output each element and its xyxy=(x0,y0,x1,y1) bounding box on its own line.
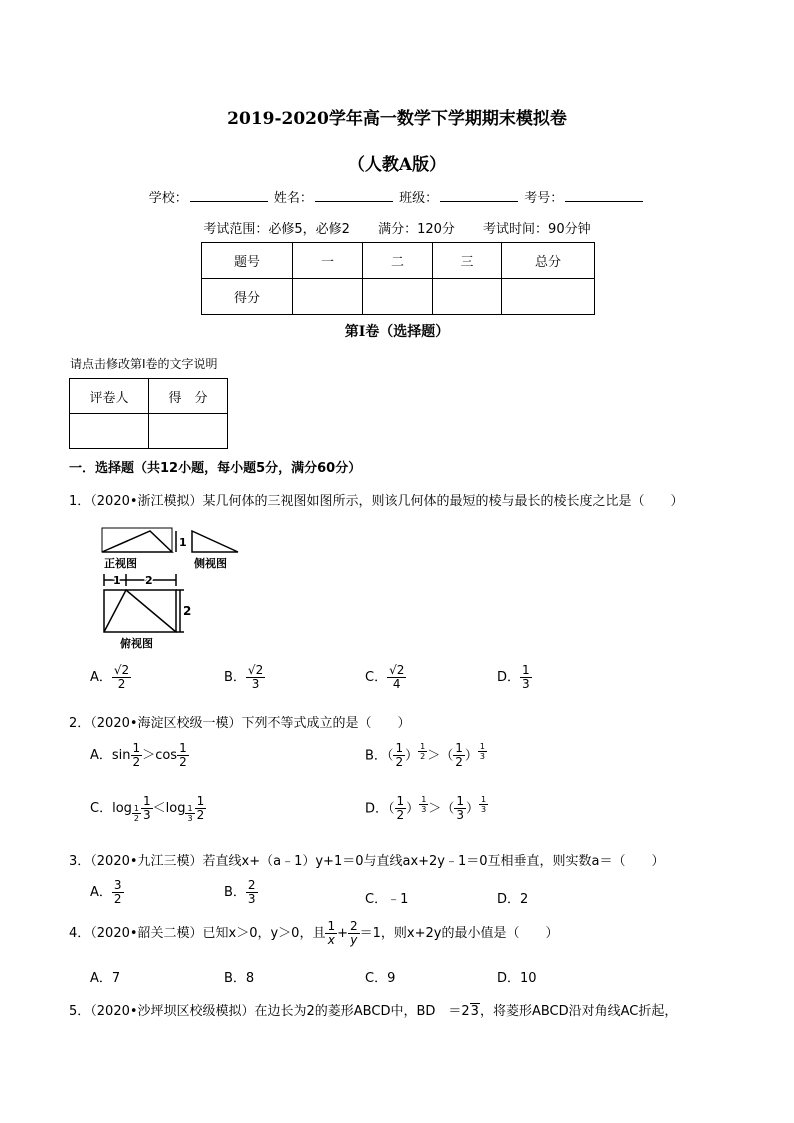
q1-option-b[interactable]: B． $\frac{√2}{3}$ xyxy=(224,663,264,691)
sqrt-radicand: 3 xyxy=(470,1004,479,1019)
side-view-label: 侧视图 xyxy=(194,557,227,570)
question-1-stem: 1．（2020•浙江模拟）某几何体的三视图如图所示，则该几何体的最短的棱与最长的棱长度之比是（ ） xyxy=(69,494,684,509)
q4-option-c[interactable]: C．9 xyxy=(365,971,396,986)
score-row-label: 得分 xyxy=(202,279,293,315)
part-heading: 一．选择题（共12小题，每小题5分，满分60分） xyxy=(69,461,362,476)
q3-option-a[interactable]: A． $\frac{3}{2}$ xyxy=(90,878,122,906)
number-label: 考号： xyxy=(524,191,564,206)
top-height-label: 2 xyxy=(183,604,192,618)
three-view-figure xyxy=(100,526,250,651)
exam-full-score: 满分：120分 xyxy=(378,222,455,237)
section-title: 第Ⅰ卷（选择题） xyxy=(344,324,450,340)
top-width-2-label: 2 xyxy=(145,574,153,587)
question-2-stem: 2．（2020•海淀区校级一模）下列不等式成立的是（ ） xyxy=(69,716,411,731)
q2-option-c[interactable]: C．log $_{\frac{1}{2}}$ $\frac{1}{3}$ ＜log $_{\frac{1}{3}}$ $\frac{1}{2}$ xyxy=(90,794,205,823)
q2-option-a[interactable]: A．sin $\frac{1}{2}$ ＞cos $\frac{1}{2}$ xyxy=(90,741,187,769)
q1-option-c[interactable]: C． $\frac{√2}{4}$ xyxy=(365,663,405,691)
top-width-1-label: 1 xyxy=(113,574,121,587)
q4-option-b[interactable]: B．8 xyxy=(224,971,255,986)
student-info-line xyxy=(0,187,794,206)
exam-scope-line xyxy=(0,218,794,237)
top-view xyxy=(104,590,176,632)
question-3-stem: 3．（2020•九江三模）若直线x+（a﹣1）y+1＝0与直线ax+2y﹣1＝0互相垂直，则实数a＝（ ） xyxy=(69,854,665,869)
score-header-cell: 三 xyxy=(433,243,502,279)
score-cell[interactable] xyxy=(502,279,595,315)
grade-cell[interactable] xyxy=(149,414,228,449)
grader-table xyxy=(69,378,228,449)
school-blank[interactable] xyxy=(190,189,268,202)
score-header-cell: 一 xyxy=(293,243,363,279)
score-header-cell: 二 xyxy=(363,243,433,279)
class-label: 班级： xyxy=(399,191,439,206)
doc-title: 2019-2020学年高一数学下学期期末模拟卷 xyxy=(227,109,567,129)
class-blank[interactable] xyxy=(440,189,518,202)
score-header-cell: 总分 xyxy=(502,243,595,279)
exam-time: 考试时间：90分钟 xyxy=(483,222,591,237)
q2-option-d[interactable]: D．（ $\frac{1}{2}$ ） $^{\frac{1}{3}}$ ＞（ $\frac{1}{3}$ ） $^{\frac{1}{3}}$ xyxy=(365,794,487,823)
q3-option-b[interactable]: B． $\frac{2}{3}$ xyxy=(224,878,256,906)
q2-option-b[interactable]: B．（ $\frac{1}{2}$ ） $^{\frac{1}{2}}$ ＞（ $\frac{1}{2}$ ） $^{\frac{1}{3}}$ xyxy=(365,741,485,770)
score-cell[interactable] xyxy=(293,279,363,315)
front-view-label: 正视图 xyxy=(104,557,137,570)
section-note: 请点击修改第I卷的文字说明 xyxy=(70,357,218,371)
q3-option-c[interactable]: C．﹣1 xyxy=(365,892,409,907)
exam-range: 考试范围：必修5，必修2 xyxy=(203,222,350,237)
grader-cell[interactable] xyxy=(70,414,149,449)
grade-header: 得 分 xyxy=(149,379,228,414)
top-view-label: 俯视图 xyxy=(120,637,153,650)
school-label: 学校： xyxy=(148,191,188,206)
doc-subtitle: （人教A版） xyxy=(347,155,447,175)
score-table xyxy=(201,242,595,315)
q1-option-d[interactable]: D． $\frac{1}{3}$ xyxy=(497,663,530,691)
q4-option-d[interactable]: D．10 xyxy=(497,971,537,986)
front-view xyxy=(102,528,172,552)
question-5-stem: 5．（2020•沙坪坝区校级模拟）在边长为2的菱形ABCD中，BD ＝23，将菱形ABCD沿对角线AC折起， xyxy=(69,1004,678,1019)
score-header-cell: 题号 xyxy=(202,243,293,279)
side-view xyxy=(192,531,238,552)
score-cell[interactable] xyxy=(363,279,433,315)
name-label: 姓名： xyxy=(273,191,313,206)
name-blank[interactable] xyxy=(315,189,393,202)
score-cell[interactable] xyxy=(433,279,502,315)
q4-option-a[interactable]: A．7 xyxy=(90,971,121,986)
question-4-stem: 4．（2020•韶关二模）已知x＞0，y＞0，且 $\frac{1}{x}$ + $\frac{2}{y}$ ＝1，则x+2y的最小值是（ ） xyxy=(69,919,559,947)
q3-option-d[interactable]: D．2 xyxy=(497,892,529,907)
number-blank[interactable] xyxy=(565,189,643,202)
front-height-label: 1 xyxy=(179,536,187,549)
q1-option-a[interactable]: A． $\frac{√2}{2}$ xyxy=(90,663,130,691)
grader-header: 评卷人 xyxy=(70,379,149,414)
